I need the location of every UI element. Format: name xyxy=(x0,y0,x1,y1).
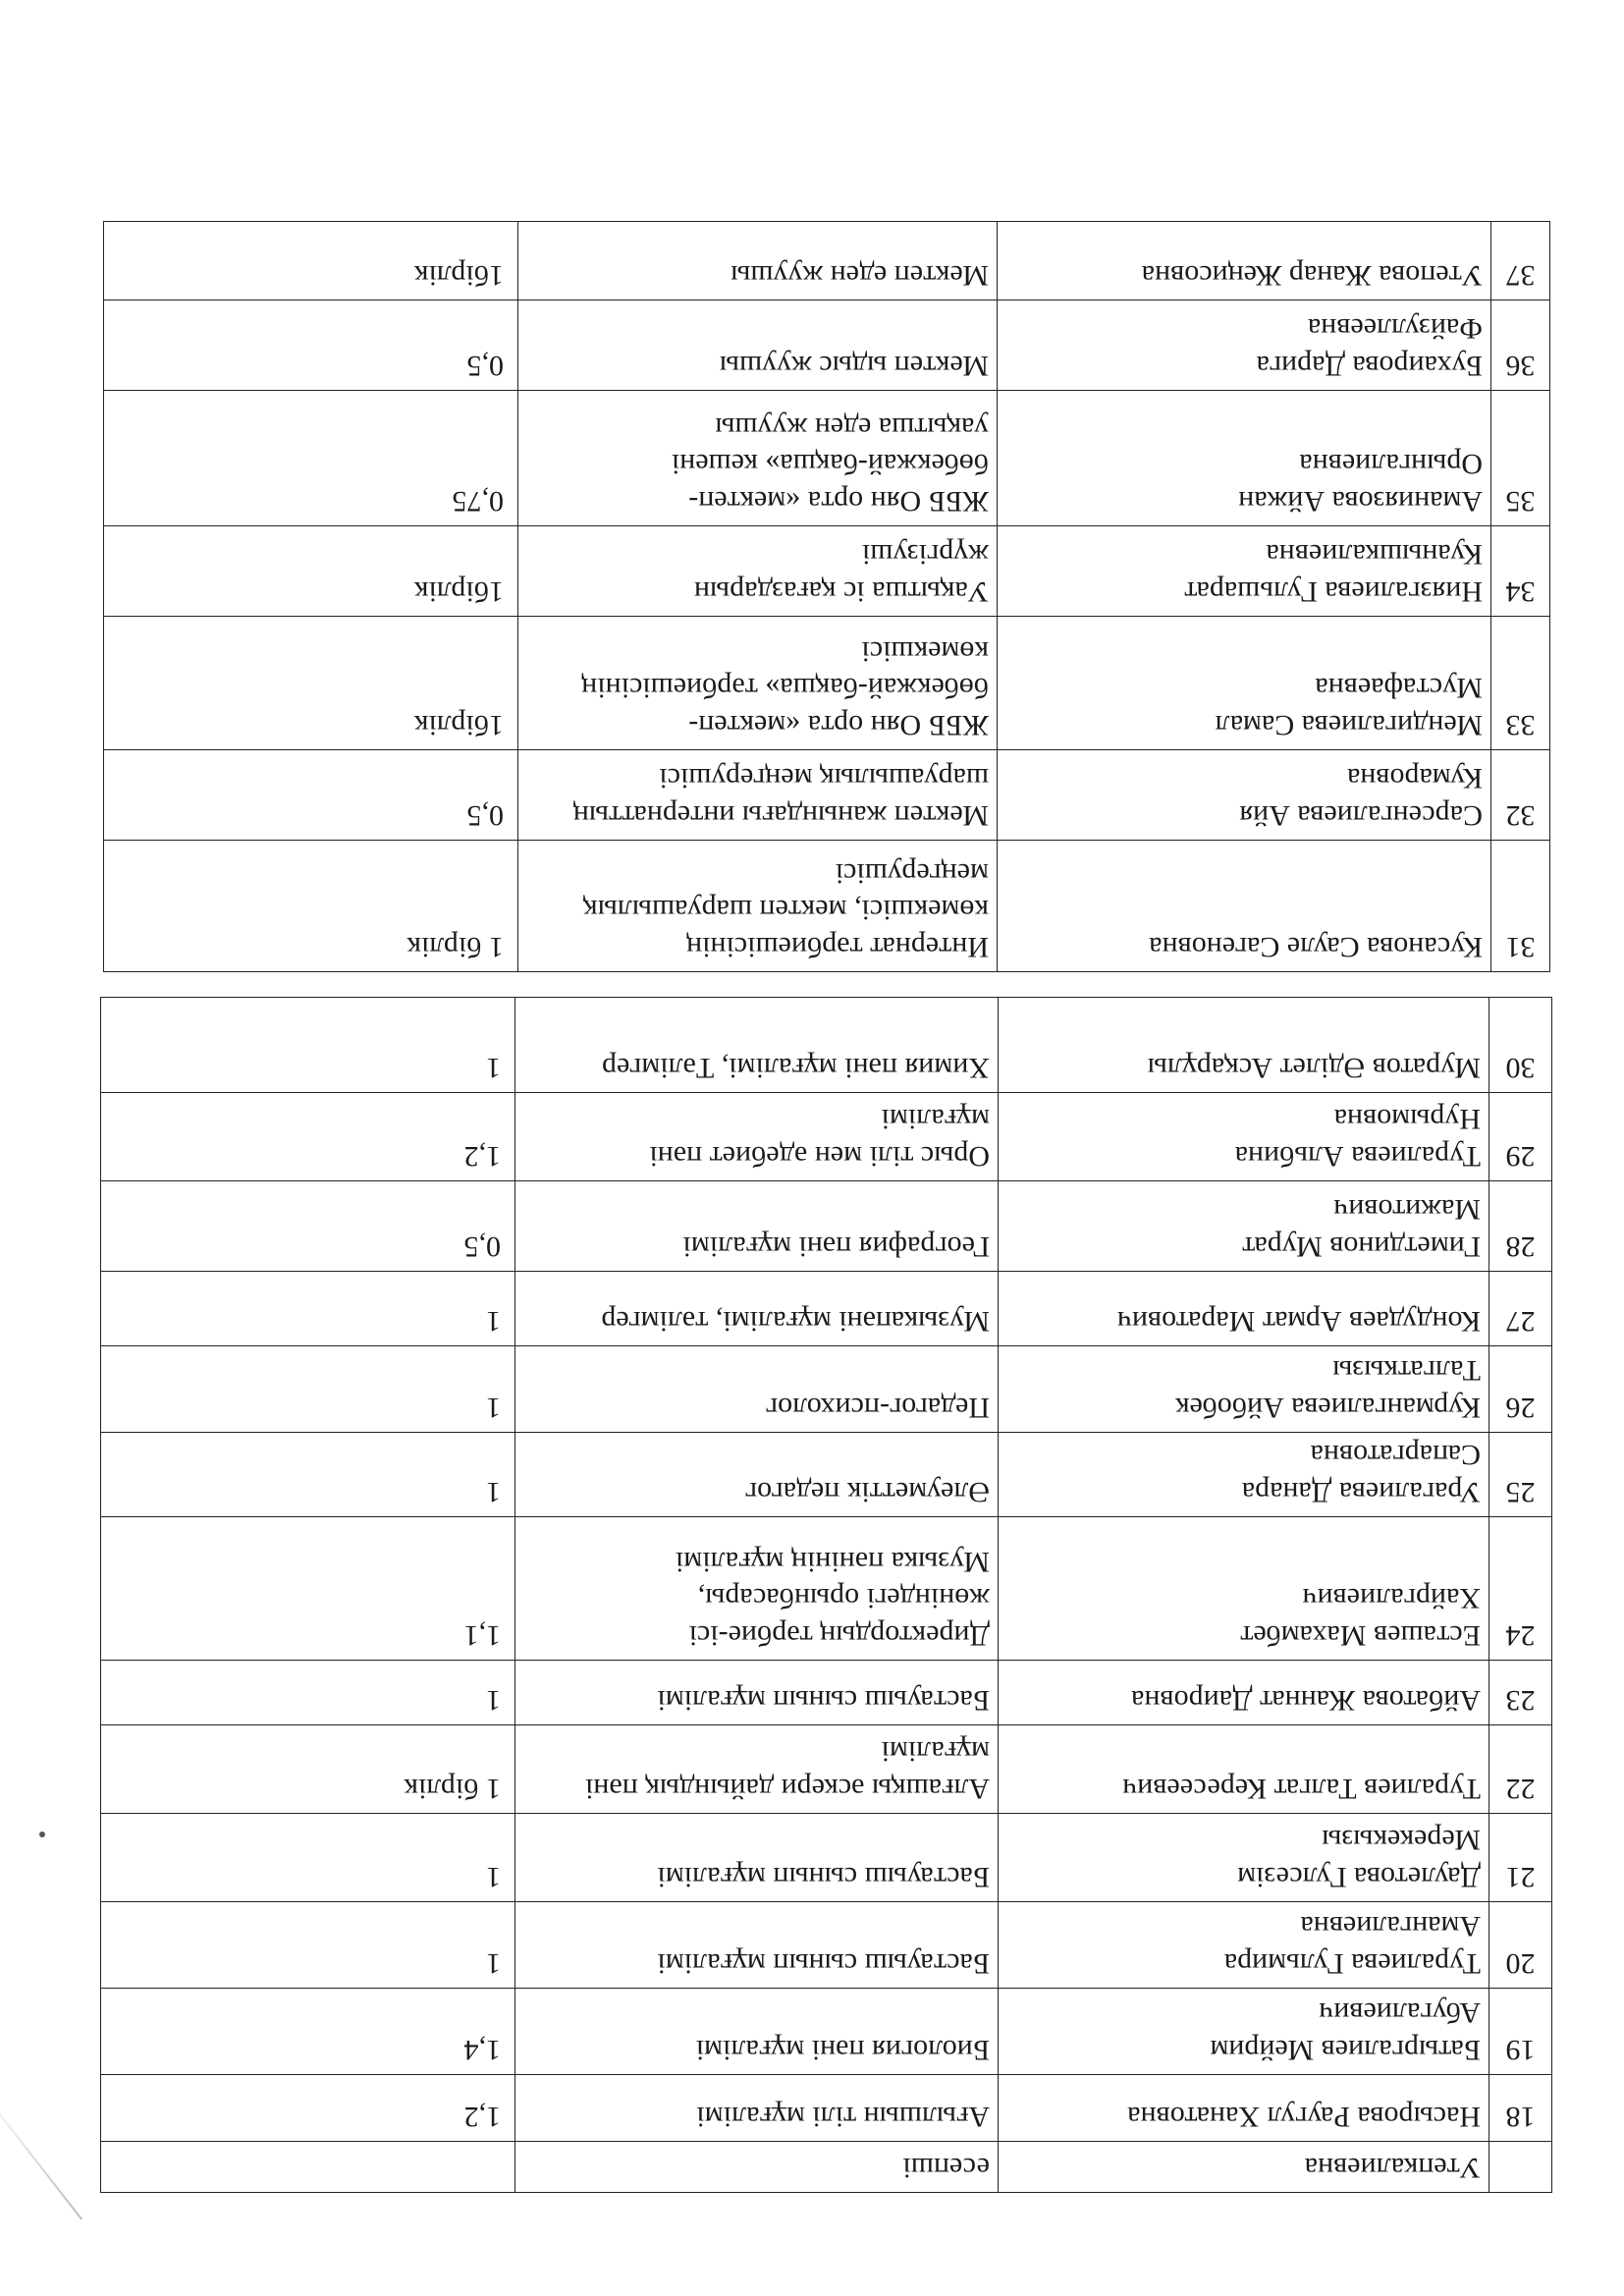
employee-position xyxy=(515,2075,999,2142)
row-number: 27 xyxy=(1489,1272,1552,1346)
employee-name xyxy=(999,1661,1489,1725)
row-number: 30 xyxy=(1489,998,1552,1093)
staff-table-service-personnel xyxy=(103,221,1550,972)
employee-rate: 1 xyxy=(101,998,515,1093)
employee-position xyxy=(515,998,999,1093)
position-line: Әлеуметтік педагог xyxy=(744,1476,990,1508)
employee-position xyxy=(515,1902,999,1989)
table-row xyxy=(101,2142,1552,2193)
row-number: 20 xyxy=(1489,1902,1552,1989)
position-line: ЖББ Оян орта «мектеп- xyxy=(688,485,989,518)
name-line: Кондудаев Армат Маратович xyxy=(1116,1305,1481,1338)
name-line: Мажитович xyxy=(1333,1193,1481,1227)
row-number: 18 xyxy=(1489,2075,1552,2142)
employee-name xyxy=(999,2142,1489,2193)
table-row xyxy=(104,750,1550,841)
employee-name xyxy=(998,617,1491,750)
employee-rate: 1бірлік xyxy=(104,222,518,301)
name-line: Гиметдинов Мурат xyxy=(1242,1230,1481,1263)
employee-name xyxy=(998,526,1491,617)
employee-rate: 1 xyxy=(101,1346,515,1433)
table-row xyxy=(101,2075,1552,2142)
position-line: Уақытша іс қағаздарын xyxy=(693,575,989,608)
employee-position xyxy=(515,1725,999,1814)
employee-rate: 1бірлік xyxy=(104,526,518,617)
table-row xyxy=(101,1814,1552,1902)
employee-name xyxy=(998,841,1491,972)
employee-position xyxy=(515,1433,999,1517)
employee-name xyxy=(998,750,1491,841)
position-line: жөніндегі орынбасары, xyxy=(697,1582,990,1615)
name-line: Муратов Әділет Асқарұлы xyxy=(1147,1052,1481,1084)
name-line: Есташев Махамбет xyxy=(1240,1619,1481,1652)
employee-position xyxy=(518,617,998,750)
employee-position xyxy=(515,1093,999,1181)
row-number: 23 xyxy=(1489,1661,1552,1725)
position-line: Орыс тілі мен әдебиет пәні xyxy=(649,1140,990,1173)
name-line: Насырова Раугул Ханатовна xyxy=(1127,2101,1481,2133)
name-line: Файзуллеевна xyxy=(1307,312,1483,346)
position-line: Музыкапәні мұғалімі, тәлімгер xyxy=(601,1305,990,1338)
employee-name xyxy=(999,998,1489,1093)
employee-position xyxy=(515,1814,999,1902)
employee-rate: 1 бірлік xyxy=(101,1725,515,1814)
name-line: Абугалиевич xyxy=(1319,1996,1481,2030)
employee-position xyxy=(515,1517,999,1661)
name-line: Сарсенгалиева Айя xyxy=(1239,799,1483,832)
row-number: 35 xyxy=(1491,391,1550,526)
name-line: Кумаровна xyxy=(1347,762,1483,795)
name-line: Мендигалиева Самал xyxy=(1215,709,1483,741)
row-number: 34 xyxy=(1491,526,1550,617)
employee-rate: 1 xyxy=(101,1661,515,1725)
row-number: 32 xyxy=(1491,750,1550,841)
table-row xyxy=(104,617,1550,750)
row-number xyxy=(1489,2142,1552,2193)
position-line: бөбекжай-бақша» кешені xyxy=(671,448,989,481)
employee-name xyxy=(999,1433,1489,1517)
position-line: Музыка пәнінің мұғалімі xyxy=(675,1546,990,1578)
name-line: Куанышкалиевна xyxy=(1266,538,1483,572)
employee-position xyxy=(515,1272,999,1346)
name-line: Курмангалиева Айбобек xyxy=(1174,1392,1481,1424)
employee-rate: 0,5 xyxy=(101,1181,515,1272)
position-line: Интернат тәрбиешісінің xyxy=(686,931,989,963)
employee-rate xyxy=(101,2142,515,2193)
row-number: 28 xyxy=(1489,1181,1552,1272)
employee-name xyxy=(999,1725,1489,1814)
name-line: Нурымовна xyxy=(1333,1103,1481,1136)
employee-position xyxy=(518,841,998,972)
table-row xyxy=(101,1433,1552,1517)
position-line: меңгерушісі xyxy=(835,857,989,890)
employee-name xyxy=(998,391,1491,526)
name-line: Хайргалиевич xyxy=(1302,1582,1481,1615)
table-row xyxy=(104,391,1550,526)
staff-table-continued xyxy=(100,997,1552,2193)
name-line: Кусанова Сауле Сагеновна xyxy=(1149,931,1483,963)
position-line: жүргізуші xyxy=(861,538,989,572)
row-number: 19 xyxy=(1489,1989,1552,2075)
employee-name xyxy=(999,1093,1489,1181)
name-line: Мерекекызы xyxy=(1322,1824,1481,1857)
name-line: Айбатова Жаннат Даировна xyxy=(1131,1684,1481,1717)
employee-position xyxy=(515,1989,999,2075)
employee-name xyxy=(999,1902,1489,1989)
name-line: Амангалиевна xyxy=(1300,1910,1481,1943)
employee-position xyxy=(518,222,998,301)
employee-position xyxy=(518,391,998,526)
employee-name xyxy=(999,1989,1489,2075)
employee-rate: 1,2 xyxy=(101,1093,515,1181)
position-line: бөбекжай-бақша» тәрбиешісінің xyxy=(581,672,989,705)
name-line: Талгаткызы xyxy=(1332,1354,1481,1388)
position-line: Ағылшын тілі мұғалімі xyxy=(696,2101,990,2133)
employee-position xyxy=(518,526,998,617)
name-line: Бухаирова Дарига xyxy=(1256,350,1483,382)
row-number: 22 xyxy=(1489,1725,1552,1814)
employee-position xyxy=(515,2142,999,2193)
employee-rate: 1,1 xyxy=(101,1517,515,1661)
employee-position xyxy=(518,750,998,841)
table-row xyxy=(104,301,1550,391)
name-line: Ниязгалиева Гульшарат xyxy=(1184,575,1483,608)
name-line: Сапаргатовна xyxy=(1310,1439,1481,1472)
name-line: Туралиева Гульмира xyxy=(1223,1947,1481,1980)
row-number: 36 xyxy=(1491,301,1550,391)
table-row xyxy=(104,222,1550,301)
employee-name xyxy=(999,1181,1489,1272)
employee-rate: 1 xyxy=(101,1902,515,1989)
name-line: Утепова Жанар Жеңисовна xyxy=(1141,259,1483,292)
name-line: Туралиева Альбина xyxy=(1234,1140,1481,1173)
employee-rate: 1,2 xyxy=(101,2075,515,2142)
table-row xyxy=(101,1181,1552,1272)
table-row xyxy=(104,841,1550,972)
position-line: География пәні мұғалімі xyxy=(682,1230,990,1263)
position-line: Бастауыш сынып мұғалімі xyxy=(657,1684,990,1717)
table-row xyxy=(101,1346,1552,1433)
name-line: Туралиев Талгат Кересеевич xyxy=(1122,1773,1481,1805)
table-row xyxy=(101,1989,1552,2075)
scan-speck xyxy=(39,1831,45,1837)
employee-rate: 0,75 xyxy=(104,391,518,526)
name-line: Батыргалиев Мейрим xyxy=(1210,2034,1481,2066)
position-line: Химия пәні мұғалімі, Тәлімгер xyxy=(602,1052,990,1084)
position-line: Бастауыш сынып мұғалімі xyxy=(657,1861,990,1893)
table-row xyxy=(101,1661,1552,1725)
row-number: 25 xyxy=(1489,1433,1552,1517)
row-number: 31 xyxy=(1491,841,1550,972)
employee-name xyxy=(999,1517,1489,1661)
employee-position xyxy=(515,1346,999,1433)
position-line: мұғалімі xyxy=(881,1103,990,1136)
employee-rate: 1бірлік xyxy=(104,617,518,750)
row-number: 33 xyxy=(1491,617,1550,750)
table-row xyxy=(101,1725,1552,1814)
position-line: есепші xyxy=(902,2152,990,2184)
table-row xyxy=(101,998,1552,1093)
row-number: 21 xyxy=(1489,1814,1552,1902)
position-line: мұғалімі xyxy=(881,1735,990,1769)
position-line: көмекшісі xyxy=(861,635,989,668)
position-line: Мектеп еден жуушы xyxy=(731,259,989,292)
employee-position xyxy=(515,1181,999,1272)
name-line: Орынгалиевна xyxy=(1299,448,1483,481)
employee-rate: 0,5 xyxy=(104,301,518,391)
position-line: көмекшісі, мектеп шаруашылық xyxy=(583,894,989,927)
position-line: Директордың тәрбие-ісі xyxy=(688,1619,990,1652)
name-line: Аманиязова Айжан xyxy=(1238,485,1483,518)
employee-rate: 1 xyxy=(101,1814,515,1902)
employee-rate: 0,5 xyxy=(104,750,518,841)
row-number: 37 xyxy=(1491,222,1550,301)
position-line: шаруашылық меңгерушісі xyxy=(659,762,989,795)
table-row xyxy=(101,1272,1552,1346)
position-line: уақытша еден жуушы xyxy=(715,411,989,444)
position-line: Педагог-психолог xyxy=(765,1392,990,1424)
employee-name xyxy=(998,222,1491,301)
employee-rate: 1 xyxy=(101,1272,515,1346)
employee-name xyxy=(999,1814,1489,1902)
table-row xyxy=(101,1902,1552,1989)
employee-name xyxy=(998,301,1491,391)
row-number: 24 xyxy=(1489,1517,1552,1661)
employee-rate: 1 xyxy=(101,1433,515,1517)
page-edge-shadow xyxy=(0,2087,82,2219)
employee-rate: 1,4 xyxy=(101,1989,515,2075)
position-line: Биология пәні мұғалімі xyxy=(695,2034,990,2066)
employee-name xyxy=(999,1346,1489,1433)
position-line: Мектеп ыдыс жуушы xyxy=(719,350,989,382)
row-number: 26 xyxy=(1489,1346,1552,1433)
name-line: Урагалиева Данара xyxy=(1241,1476,1481,1508)
employee-rate: 1 бірлік xyxy=(104,841,518,972)
employee-name xyxy=(999,1272,1489,1346)
row-number: 29 xyxy=(1489,1093,1552,1181)
position-line: Мектеп жанындағы интернаттың xyxy=(572,799,989,832)
table-row xyxy=(101,1517,1552,1661)
name-line: Утепкалиевна xyxy=(1304,2152,1481,2184)
position-line: Бастауыш сынып мұғалімі xyxy=(657,1947,990,1980)
table-row xyxy=(101,1093,1552,1181)
employee-name xyxy=(999,2075,1489,2142)
position-line: Алғашқы әскери дайындық пәні xyxy=(584,1773,990,1805)
table-row xyxy=(104,526,1550,617)
position-line: ЖББ Оян орта «мектеп- xyxy=(688,709,989,741)
employee-position xyxy=(518,301,998,391)
employee-position xyxy=(515,1661,999,1725)
name-line: Мустафаевна xyxy=(1315,672,1483,705)
name-line: Даулетова Гулсезім xyxy=(1237,1861,1481,1893)
